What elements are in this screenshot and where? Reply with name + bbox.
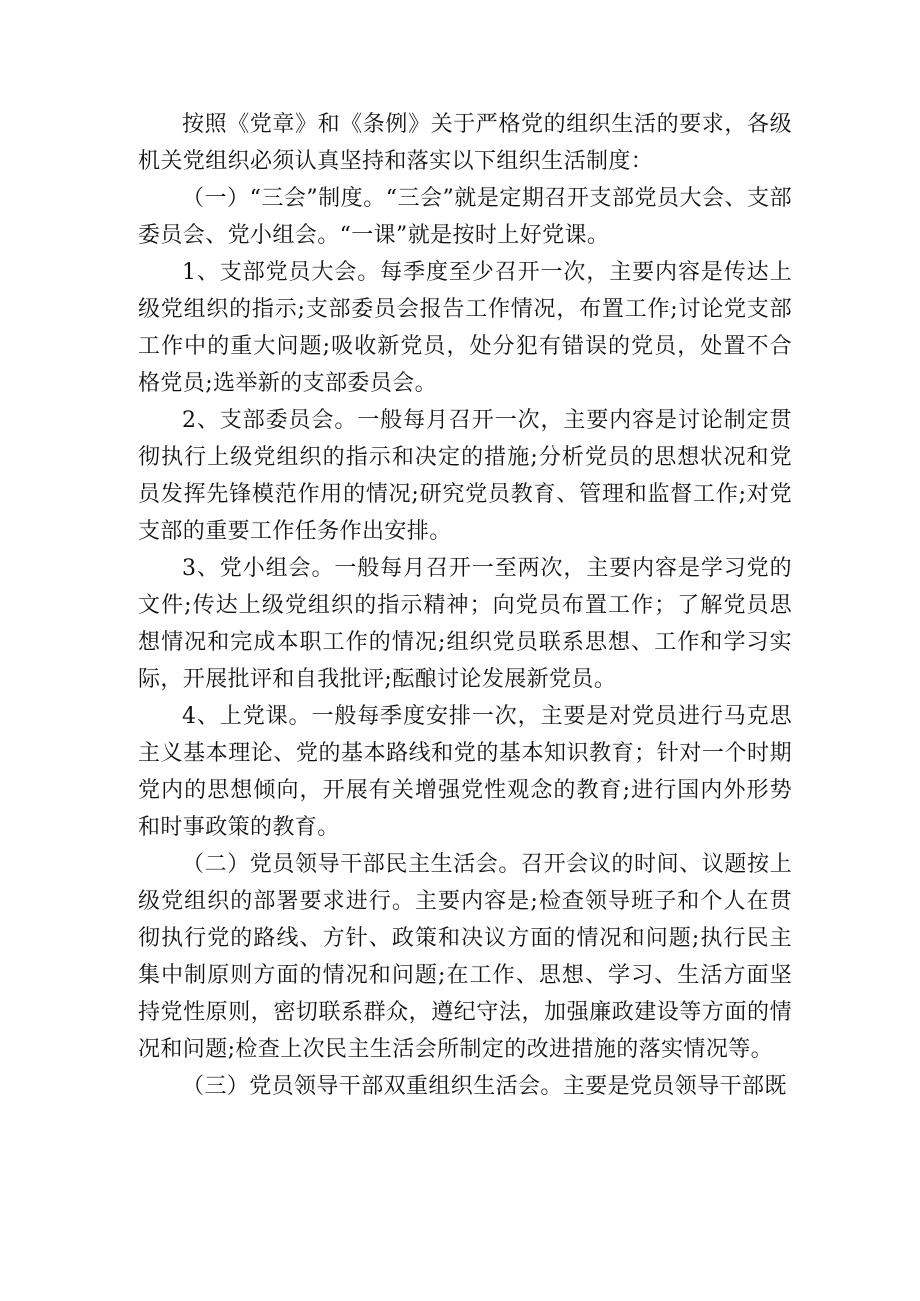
paragraph-item-3-party-group-meeting: 3、党小组会。一般每月召开一至两次，主要内容是学习党的文件;传达上级党组织的指示精神；向党员布置工作；了解党员思想情况和完成本职工作的情况;组织党员联系思想、工作和学习实际，开展批评和自我批评;酝酿讨论发展新党员。 <box>138 556 792 692</box>
paragraph-section-3-dual-organization-meeting: （三）党员领导干部双重组织生活会。主要是党员领导干部既 <box>182 1074 787 1099</box>
paragraph-item-2-branch-committee: 2、支部委员会。一般每月召开一次，主要内容是讨论制定贯彻执行上级党组织的指示和决定的措施;分析党员的思想状况和党员发挥先锋模范作用的情况;研究党员教育、管理和监督工作;对党支部的重要工作任务作出安排。 <box>138 408 792 544</box>
paragraph-section-2-democratic-life-meeting: （二）党员领导干部民主生活会。召开会议的时间、议题按上级党组织的部署要求进行。主要内容是;检查领导班子和个人在贯彻执行党的路线、方针、政策和决议方面的情况和问题;执行民主集中制原则方面的情况和问题;在工作、思想、学习、生活方面坚持党性原则，密切联系群众，遵纪守法，加强廉政建设等方面的情况和问题;检查上次民主生活会所制定的改进措施的落实情况等。 <box>138 852 792 1062</box>
paragraph-item-4-party-lecture: 4、上党课。一般每季度安排一次，主要是对党员进行马克思主义基本理论、党的基本路线和党的基本知识教育；针对一个时期党内的思想倾向，开展有关增强党性观念的教育;进行国内外形势和时事政策的教育。 <box>138 704 792 840</box>
paragraph-item-1-branch-general-meeting: 1、支部党员大会。每季度至少召开一次，主要内容是传达上级党组织的指示;支部委员会报告工作情况，布置工作;讨论党支部工作中的重大问题;吸收新党员，处分犯有错误的党员，处置不合格党员;选举新的支部委员会。 <box>138 260 792 396</box>
document-page <box>138 106 792 1105</box>
paragraph-intro: 按照《党章》和《条例》关于严格党的组织生活的要求，各级机关党组织必须认真坚持和落实以下组织生活制度： <box>138 112 792 174</box>
paragraph-section-1-three-meetings: （一）“三会”制度。“三会”就是定期召开支部党员大会、支部委员会、党小组会。“一课”就是按时上好党课。 <box>138 186 792 248</box>
